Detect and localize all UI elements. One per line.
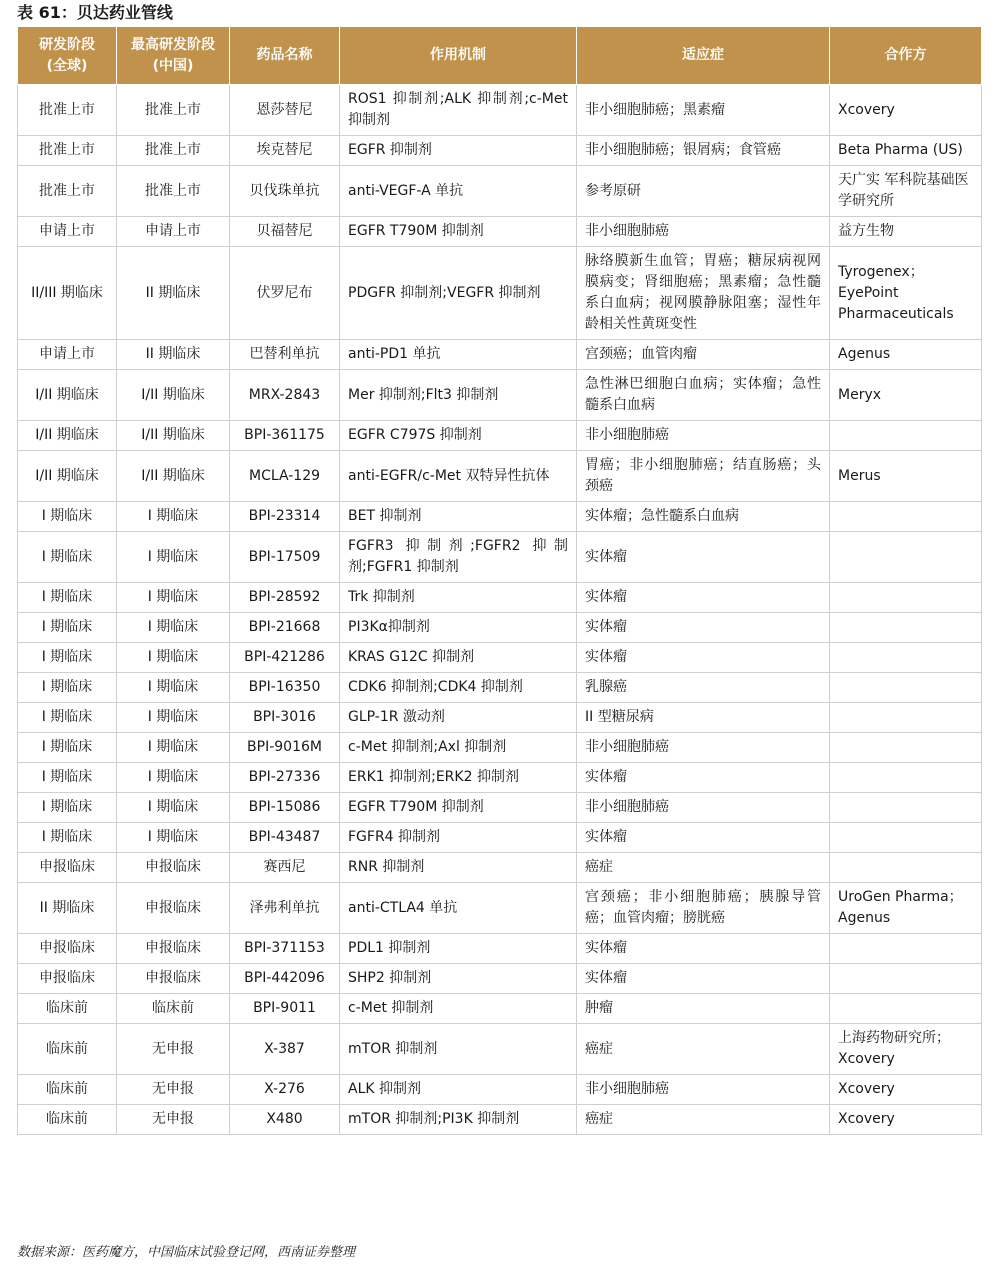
cell-phase-global: 申报临床 — [18, 853, 117, 883]
cell-indication: 脉络膜新生血管；胃癌；糖尿病视网膜病变；肾细胞癌；黑素瘤；急性髓系白血病；视网膜静脉阻塞；湿性年龄相关性黄斑变性 — [577, 247, 830, 340]
cell-indication: 非小细胞肺癌；黑素瘤 — [577, 85, 830, 136]
cell-drug: 巴替利单抗 — [230, 340, 340, 370]
cell-phase-global: 临床前 — [18, 1024, 117, 1075]
table-row — [18, 703, 982, 733]
cell-indication: 实体瘤 — [577, 763, 830, 793]
cell-phase-china: I 期临床 — [117, 583, 230, 613]
cell-indication: 宫颈癌；血管肉瘤 — [577, 340, 830, 370]
cell-drug: BPI-9011 — [230, 994, 340, 1024]
cell-phase-global: I 期临床 — [18, 673, 117, 703]
cell-partner — [830, 613, 982, 643]
cell-indication: 非小细胞肺癌 — [577, 793, 830, 823]
cell-partner: Xcovery — [830, 85, 982, 136]
cell-mechanism: c-Met 抑制剂;Axl 抑制剂 — [340, 733, 577, 763]
cell-partner — [830, 853, 982, 883]
cell-phase-china: I/II 期临床 — [117, 370, 230, 421]
cell-phase-global: 临床前 — [18, 1105, 117, 1135]
table-row — [18, 370, 982, 421]
source-note: 数据来源：医药魔方，中国临床试验登记网，西南证券整理 — [17, 1245, 356, 1260]
cell-phase-global: I 期临床 — [18, 703, 117, 733]
table-row — [18, 763, 982, 793]
cell-mechanism: FGFR4 抑制剂 — [340, 823, 577, 853]
cell-indication: 实体瘤 — [577, 643, 830, 673]
cell-drug: 赛西尼 — [230, 853, 340, 883]
cell-phase-china: I 期临床 — [117, 502, 230, 532]
table-row — [18, 166, 982, 217]
cell-partner: Agenus — [830, 340, 982, 370]
cell-indication: 非小细胞肺癌 — [577, 1075, 830, 1105]
cell-phase-global: II 期临床 — [18, 883, 117, 934]
cell-partner — [830, 673, 982, 703]
cell-phase-global: I/II 期临床 — [18, 370, 117, 421]
cell-mechanism: ALK 抑制剂 — [340, 1075, 577, 1105]
cell-partner: Merus — [830, 451, 982, 502]
table-row — [18, 247, 982, 340]
cell-indication: 实体瘤 — [577, 532, 830, 583]
cell-mechanism: EGFR 抑制剂 — [340, 136, 577, 166]
table-row — [18, 964, 982, 994]
cell-partner — [830, 643, 982, 673]
cell-drug: BPI-21668 — [230, 613, 340, 643]
cell-phase-china: I 期临床 — [117, 733, 230, 763]
cell-phase-china: I/II 期临床 — [117, 451, 230, 502]
cell-phase-china: 批准上市 — [117, 85, 230, 136]
cell-indication: 宫颈癌；非小细胞肺癌；胰腺导管癌；血管肉瘤；膀胱癌 — [577, 883, 830, 934]
header-partner: 合作方 — [830, 27, 982, 85]
cell-phase-china: II 期临床 — [117, 247, 230, 340]
cell-drug: 埃克替尼 — [230, 136, 340, 166]
cell-phase-global: I 期临床 — [18, 502, 117, 532]
cell-mechanism: anti-EGFR/c-Met 双特异性抗体 — [340, 451, 577, 502]
cell-indication: 实体瘤 — [577, 823, 830, 853]
cell-phase-global: 临床前 — [18, 1075, 117, 1105]
cell-drug: BPI-9016M — [230, 733, 340, 763]
cell-drug: BPI-421286 — [230, 643, 340, 673]
table-title: 表 61：贝达药业管线 — [17, 3, 173, 22]
cell-indication: 实体瘤 — [577, 964, 830, 994]
cell-mechanism: mTOR 抑制剂 — [340, 1024, 577, 1075]
cell-phase-global: 申请上市 — [18, 340, 117, 370]
cell-partner — [830, 421, 982, 451]
cell-phase-global: I 期临床 — [18, 793, 117, 823]
cell-mechanism: Trk 抑制剂 — [340, 583, 577, 613]
cell-phase-china: 申报临床 — [117, 883, 230, 934]
cell-drug: BPI-17509 — [230, 532, 340, 583]
table-row — [18, 502, 982, 532]
cell-drug: 恩莎替尼 — [230, 85, 340, 136]
cell-indication: 实体瘤 — [577, 583, 830, 613]
cell-partner: 益方生物 — [830, 217, 982, 247]
cell-partner: 上海药物研究所；Xcovery — [830, 1024, 982, 1075]
cell-phase-global: I 期临床 — [18, 583, 117, 613]
cell-indication: 癌症 — [577, 1105, 830, 1135]
cell-indication: 胃癌；非小细胞肺癌；结直肠癌；头颈癌 — [577, 451, 830, 502]
cell-drug: BPI-15086 — [230, 793, 340, 823]
table-row — [18, 994, 982, 1024]
pipeline-table — [17, 26, 982, 1135]
cell-drug: MRX-2843 — [230, 370, 340, 421]
cell-phase-global: 申报临床 — [18, 964, 117, 994]
cell-drug: BPI-3016 — [230, 703, 340, 733]
cell-indication: 肿瘤 — [577, 994, 830, 1024]
header-indication: 适应症 — [577, 27, 830, 85]
cell-phase-china: 申报临床 — [117, 964, 230, 994]
cell-phase-china: 批准上市 — [117, 166, 230, 217]
cell-phase-china: I 期临床 — [117, 643, 230, 673]
cell-indication: 非小细胞肺癌 — [577, 217, 830, 247]
cell-partner — [830, 502, 982, 532]
table-row — [18, 583, 982, 613]
cell-phase-global: I 期临床 — [18, 613, 117, 643]
cell-phase-global: I/II 期临床 — [18, 421, 117, 451]
cell-indication: 实体瘤 — [577, 934, 830, 964]
header-phase-china-line1: 最高研发阶段 — [131, 36, 215, 53]
cell-partner — [830, 793, 982, 823]
cell-phase-global: 临床前 — [18, 994, 117, 1024]
header-phase-global-line2: (全球) — [46, 57, 88, 74]
cell-partner: Tyrogenex；EyePoint Pharmaceuticals — [830, 247, 982, 340]
table-row — [18, 733, 982, 763]
table-row — [18, 85, 982, 136]
cell-phase-global: I 期临床 — [18, 532, 117, 583]
cell-phase-global: I/II 期临床 — [18, 451, 117, 502]
cell-indication: 参考原研 — [577, 166, 830, 217]
cell-drug: BPI-28592 — [230, 583, 340, 613]
cell-indication: 乳腺癌 — [577, 673, 830, 703]
cell-partner: Xcovery — [830, 1075, 982, 1105]
table-row — [18, 217, 982, 247]
cell-drug: MCLA-129 — [230, 451, 340, 502]
cell-drug: BPI-23314 — [230, 502, 340, 532]
cell-phase-china: 申报临床 — [117, 934, 230, 964]
cell-phase-china: 批准上市 — [117, 136, 230, 166]
header-phase-china-line2: (中国) — [152, 57, 194, 74]
cell-mechanism: CDK6 抑制剂;CDK4 抑制剂 — [340, 673, 577, 703]
cell-phase-china: 申请上市 — [117, 217, 230, 247]
cell-phase-china: 无申报 — [117, 1075, 230, 1105]
cell-phase-china: I 期临床 — [117, 793, 230, 823]
cell-phase-china: 申报临床 — [117, 853, 230, 883]
table-row — [18, 823, 982, 853]
cell-drug: X480 — [230, 1105, 340, 1135]
cell-drug: X-387 — [230, 1024, 340, 1075]
cell-drug: BPI-371153 — [230, 934, 340, 964]
cell-partner — [830, 583, 982, 613]
cell-mechanism: EGFR C797S 抑制剂 — [340, 421, 577, 451]
cell-drug: BPI-16350 — [230, 673, 340, 703]
cell-partner — [830, 934, 982, 964]
cell-drug: 伏罗尼布 — [230, 247, 340, 340]
cell-phase-china: I/II 期临床 — [117, 421, 230, 451]
cell-indication: 非小细胞肺癌 — [577, 421, 830, 451]
cell-drug: BPI-361175 — [230, 421, 340, 451]
cell-indication: II 型糖尿病 — [577, 703, 830, 733]
cell-mechanism: anti-CTLA4 单抗 — [340, 883, 577, 934]
cell-indication: 非小细胞肺癌 — [577, 733, 830, 763]
cell-mechanism: ERK1 抑制剂;ERK2 抑制剂 — [340, 763, 577, 793]
cell-partner — [830, 994, 982, 1024]
cell-partner: Xcovery — [830, 1105, 982, 1135]
cell-mechanism: PI3Kα抑制剂 — [340, 613, 577, 643]
cell-phase-global: 批准上市 — [18, 136, 117, 166]
cell-mechanism: EGFR T790M 抑制剂 — [340, 793, 577, 823]
cell-partner: UroGen Pharma；Agenus — [830, 883, 982, 934]
cell-indication: 非小细胞肺癌；银屑病；食管癌 — [577, 136, 830, 166]
table-row — [18, 643, 982, 673]
cell-phase-china: I 期临床 — [117, 763, 230, 793]
cell-indication: 实体瘤 — [577, 613, 830, 643]
cell-drug: X-276 — [230, 1075, 340, 1105]
cell-mechanism: EGFR T790M 抑制剂 — [340, 217, 577, 247]
table-body — [18, 85, 982, 1135]
cell-indication: 实体瘤；急性髓系白血病 — [577, 502, 830, 532]
cell-mechanism: PDL1 抑制剂 — [340, 934, 577, 964]
cell-mechanism: KRAS G12C 抑制剂 — [340, 643, 577, 673]
cell-phase-global: 批准上市 — [18, 166, 117, 217]
cell-phase-global: I 期临床 — [18, 763, 117, 793]
cell-mechanism: SHP2 抑制剂 — [340, 964, 577, 994]
cell-mechanism: anti-VEGF-A 单抗 — [340, 166, 577, 217]
table-row — [18, 451, 982, 502]
cell-indication: 癌症 — [577, 1024, 830, 1075]
header-phase-global-line1: 研发阶段 — [39, 36, 95, 53]
cell-phase-china: I 期临床 — [117, 532, 230, 583]
cell-phase-china: I 期临床 — [117, 613, 230, 643]
cell-phase-global: I 期临床 — [18, 643, 117, 673]
cell-phase-china: 无申报 — [117, 1024, 230, 1075]
cell-mechanism: c-Met 抑制剂 — [340, 994, 577, 1024]
table-row — [18, 934, 982, 964]
cell-mechanism: PDGFR 抑制剂;VEGFR 抑制剂 — [340, 247, 577, 340]
table-row — [18, 136, 982, 166]
cell-phase-china: II 期临床 — [117, 340, 230, 370]
cell-drug: 贝伐珠单抗 — [230, 166, 340, 217]
table-row — [18, 853, 982, 883]
cell-partner: Meryx — [830, 370, 982, 421]
cell-drug: BPI-442096 — [230, 964, 340, 994]
cell-mechanism: FGFR3 抑制剂;FGFR2 抑制剂;FGFR1 抑制剂 — [340, 532, 577, 583]
cell-partner — [830, 532, 982, 583]
cell-partner — [830, 763, 982, 793]
cell-mechanism: ROS1 抑制剂;ALK 抑制剂;c-Met 抑制剂 — [340, 85, 577, 136]
header-drug: 药品名称 — [230, 27, 340, 85]
cell-phase-china: 临床前 — [117, 994, 230, 1024]
cell-mechanism: BET 抑制剂 — [340, 502, 577, 532]
cell-partner — [830, 733, 982, 763]
cell-indication: 癌症 — [577, 853, 830, 883]
cell-partner — [830, 703, 982, 733]
table-row — [18, 340, 982, 370]
cell-partner: Beta Pharma (US) — [830, 136, 982, 166]
table-row — [18, 532, 982, 583]
table-row — [18, 421, 982, 451]
cell-phase-global: 申报临床 — [18, 934, 117, 964]
cell-phase-china: I 期临床 — [117, 673, 230, 703]
cell-phase-global: I 期临床 — [18, 733, 117, 763]
table-header-row — [18, 27, 982, 85]
table-row — [18, 613, 982, 643]
cell-partner — [830, 964, 982, 994]
cell-mechanism: mTOR 抑制剂;PI3K 抑制剂 — [340, 1105, 577, 1135]
cell-phase-global: II/III 期临床 — [18, 247, 117, 340]
table-row — [18, 1105, 982, 1135]
header-phase-china — [117, 27, 230, 85]
cell-phase-china: 无申报 — [117, 1105, 230, 1135]
table-row — [18, 1075, 982, 1105]
cell-mechanism: RNR 抑制剂 — [340, 853, 577, 883]
table-row — [18, 1024, 982, 1075]
header-mechanism: 作用机制 — [340, 27, 577, 85]
cell-drug: 泽弗利单抗 — [230, 883, 340, 934]
cell-drug: 贝福替尼 — [230, 217, 340, 247]
cell-indication: 急性淋巴细胞白血病；实体瘤；急性髓系白血病 — [577, 370, 830, 421]
pipeline-table-wrapper — [17, 26, 981, 1135]
table-row — [18, 883, 982, 934]
table-row — [18, 793, 982, 823]
header-phase-global — [18, 27, 117, 85]
cell-phase-global: 批准上市 — [18, 85, 117, 136]
table-row — [18, 673, 982, 703]
cell-phase-china: I 期临床 — [117, 823, 230, 853]
cell-partner — [830, 823, 982, 853]
cell-phase-china: I 期临床 — [117, 703, 230, 733]
cell-mechanism: GLP-1R 激动剂 — [340, 703, 577, 733]
cell-partner: 天广实 军科院基础医学研究所 — [830, 166, 982, 217]
cell-mechanism: anti-PD1 单抗 — [340, 340, 577, 370]
cell-phase-global: 申请上市 — [18, 217, 117, 247]
cell-phase-global: I 期临床 — [18, 823, 117, 853]
cell-drug: BPI-43487 — [230, 823, 340, 853]
cell-drug: BPI-27336 — [230, 763, 340, 793]
cell-mechanism: Mer 抑制剂;Flt3 抑制剂 — [340, 370, 577, 421]
